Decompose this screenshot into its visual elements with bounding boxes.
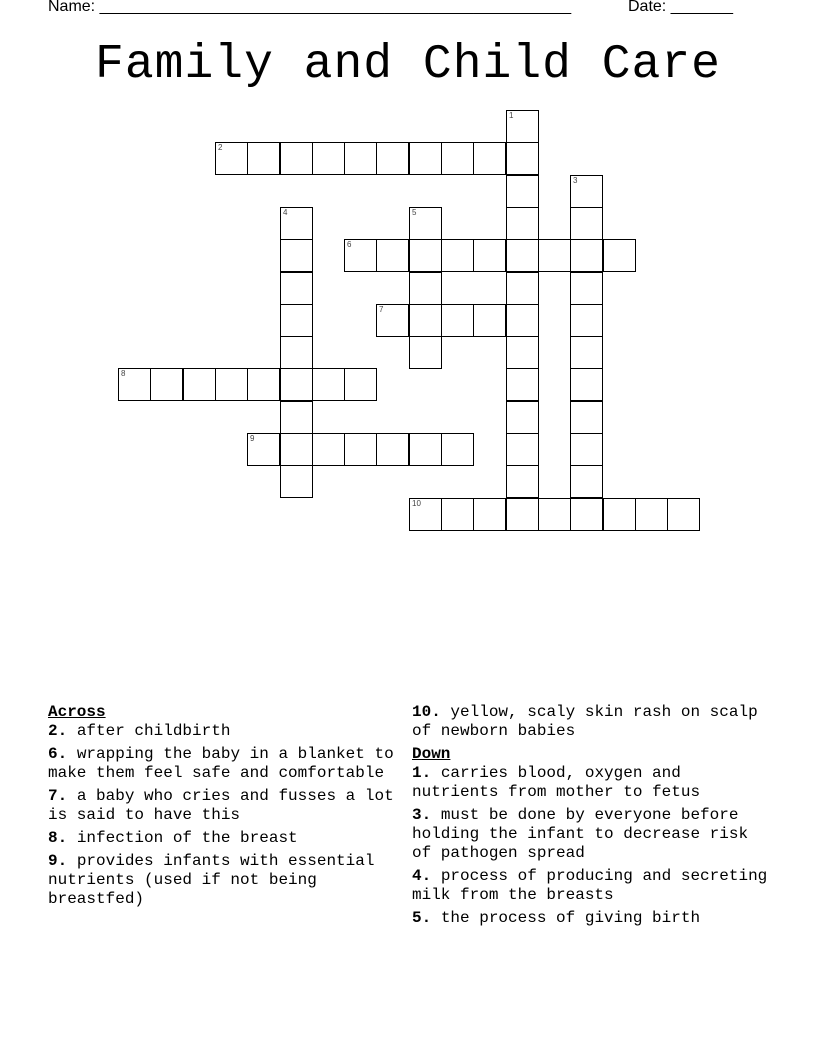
clue-across-7 [48, 787, 398, 825]
cell-number: 9 [250, 434, 255, 443]
grid-cell[interactable] [441, 304, 474, 337]
clue-number: 8. [48, 829, 68, 847]
grid-cell[interactable] [376, 433, 409, 466]
cell-number: 7 [379, 305, 384, 314]
clue-across-2 [48, 722, 398, 741]
clue-text: carries blood, oxygen and nutrients from mother to fetus [412, 764, 701, 801]
puzzle-title: Family and Child Care [95, 38, 721, 92]
clue-number: 7. [48, 787, 68, 805]
cell-number: 4 [283, 208, 288, 217]
clue-down-5 [412, 909, 772, 928]
grid-cell[interactable] [506, 304, 539, 337]
grid-cell[interactable] [538, 498, 571, 531]
grid-cell[interactable] [506, 465, 539, 498]
grid-cell[interactable] [280, 272, 313, 305]
grid-cell[interactable] [570, 401, 603, 434]
name-label: Name: [48, 0, 96, 15]
grid-cell[interactable] [312, 142, 345, 175]
grid-cell[interactable] [409, 272, 442, 305]
clue-text: infection of the breast [76, 829, 298, 847]
grid-cell[interactable] [506, 336, 539, 369]
grid-cell[interactable] [570, 272, 603, 305]
grid-cell[interactable] [247, 368, 280, 401]
grid-cell[interactable] [441, 142, 474, 175]
grid-cell[interactable] [183, 368, 216, 401]
clue-down-1 [412, 764, 772, 802]
clue-number: 10. [412, 703, 441, 721]
grid-cell[interactable] [506, 175, 539, 208]
clue-across-6 [48, 745, 398, 783]
date-line[interactable]: _______ [670, 0, 733, 15]
grid-cell[interactable] [570, 336, 603, 369]
grid-cell[interactable] [441, 433, 474, 466]
grid-cell[interactable] [473, 142, 506, 175]
grid-cell[interactable] [409, 239, 442, 272]
cell-number: 8 [121, 369, 126, 378]
clue-number: 4. [412, 867, 432, 885]
cell-number: 6 [347, 240, 352, 249]
grid-cell[interactable] [376, 142, 409, 175]
clue-down-3 [412, 806, 772, 863]
cell-number: 1 [509, 111, 514, 120]
grid-cell[interactable] [506, 401, 539, 434]
grid-cell[interactable] [506, 433, 539, 466]
grid-cell[interactable] [280, 239, 313, 272]
grid-cell[interactable] [506, 142, 539, 175]
clue-text: a baby who cries and fusses a lot is said to have this [48, 787, 394, 824]
clue-down-4 [412, 867, 772, 905]
clues-left-column [48, 703, 398, 913]
cell-number: 10 [412, 499, 421, 508]
clue-number: 5. [412, 909, 432, 927]
grid-cell[interactable] [506, 498, 539, 531]
down-heading: Down [412, 745, 451, 763]
grid-cell[interactable] [570, 175, 603, 208]
grid-cell[interactable] [280, 304, 313, 337]
grid-cell[interactable] [570, 239, 603, 272]
grid-cell[interactable] [506, 207, 539, 240]
cell-number: 3 [573, 176, 578, 185]
name-line[interactable]: _____________________________________________________ [99, 0, 572, 15]
grid-cell[interactable] [280, 368, 313, 401]
grid-cell[interactable] [409, 336, 442, 369]
clue-across-9 [48, 852, 398, 909]
grid-cell[interactable] [247, 142, 280, 175]
grid-cell[interactable] [280, 433, 313, 466]
clue-number: 2. [48, 722, 68, 740]
grid-cell[interactable] [344, 433, 377, 466]
grid-cell[interactable] [344, 239, 377, 272]
grid-cell[interactable] [473, 239, 506, 272]
clue-text: provides infants with essential nutrients (used if not being breastfed) [48, 852, 375, 908]
grid-cell[interactable] [344, 368, 377, 401]
grid-cell[interactable] [409, 498, 442, 531]
grid-cell[interactable] [312, 368, 345, 401]
cell-number: 2 [218, 143, 223, 152]
grid-cell[interactable] [150, 368, 183, 401]
grid-cell[interactable] [409, 433, 442, 466]
grid-cell[interactable] [667, 498, 700, 531]
grid-cell[interactable] [635, 498, 668, 531]
cell-number: 5 [412, 208, 417, 217]
clue-number: 9. [48, 852, 68, 870]
clue-text: after childbirth [76, 722, 231, 740]
clues-right-column [412, 703, 772, 932]
clue-number: 6. [48, 745, 68, 763]
clue-text: process of producing and secreting milk from the breasts [412, 867, 768, 904]
grid-cell[interactable] [215, 142, 248, 175]
grid-cell[interactable] [603, 239, 636, 272]
grid-cell[interactable] [215, 368, 248, 401]
clue-text: wrapping the baby in a blanket to make them feel safe and comfortable [48, 745, 394, 782]
grid-cell[interactable] [344, 142, 377, 175]
grid-cell[interactable] [409, 207, 442, 240]
grid-cell[interactable] [473, 304, 506, 337]
grid-cell[interactable] [376, 304, 409, 337]
grid-cell[interactable] [506, 239, 539, 272]
grid-cell[interactable] [376, 239, 409, 272]
grid-cell[interactable] [570, 433, 603, 466]
grid-cell[interactable] [506, 110, 539, 143]
clue-text: yellow, scaly skin rash on scalp of newborn babies [412, 703, 758, 740]
grid-cell[interactable] [570, 368, 603, 401]
grid-cell[interactable] [506, 368, 539, 401]
grid-cell[interactable] [441, 239, 474, 272]
grid-cell[interactable] [570, 304, 603, 337]
clue-text: must be done by everyone before holding the infant to decrease risk of pathogen spread [412, 806, 749, 862]
grid-cell[interactable] [570, 465, 603, 498]
grid-cell[interactable] [409, 142, 442, 175]
grid-cell[interactable] [280, 207, 313, 240]
clue-text: the process of giving birth [440, 909, 701, 927]
clue-across-8 [48, 829, 398, 848]
grid-cell[interactable] [118, 368, 151, 401]
grid-cell[interactable] [506, 272, 539, 305]
grid-cell[interactable] [570, 498, 603, 531]
grid-cell[interactable] [280, 465, 313, 498]
grid-cell[interactable] [409, 304, 442, 337]
grid-cell[interactable] [280, 336, 313, 369]
grid-cell[interactable] [603, 498, 636, 531]
grid-cell[interactable] [441, 498, 474, 531]
clue-number: 1. [412, 764, 432, 782]
grid-cell[interactable] [538, 239, 571, 272]
grid-cell[interactable] [247, 433, 280, 466]
grid-cell[interactable] [312, 433, 345, 466]
grid-cell[interactable] [280, 401, 313, 434]
date-label: Date: [628, 0, 667, 15]
grid-cell[interactable] [473, 498, 506, 531]
clue-across-10 [412, 703, 772, 741]
across-heading: Across [48, 703, 106, 721]
clue-number: 3. [412, 806, 432, 824]
grid-cell[interactable] [280, 142, 313, 175]
grid-cell[interactable] [570, 207, 603, 240]
